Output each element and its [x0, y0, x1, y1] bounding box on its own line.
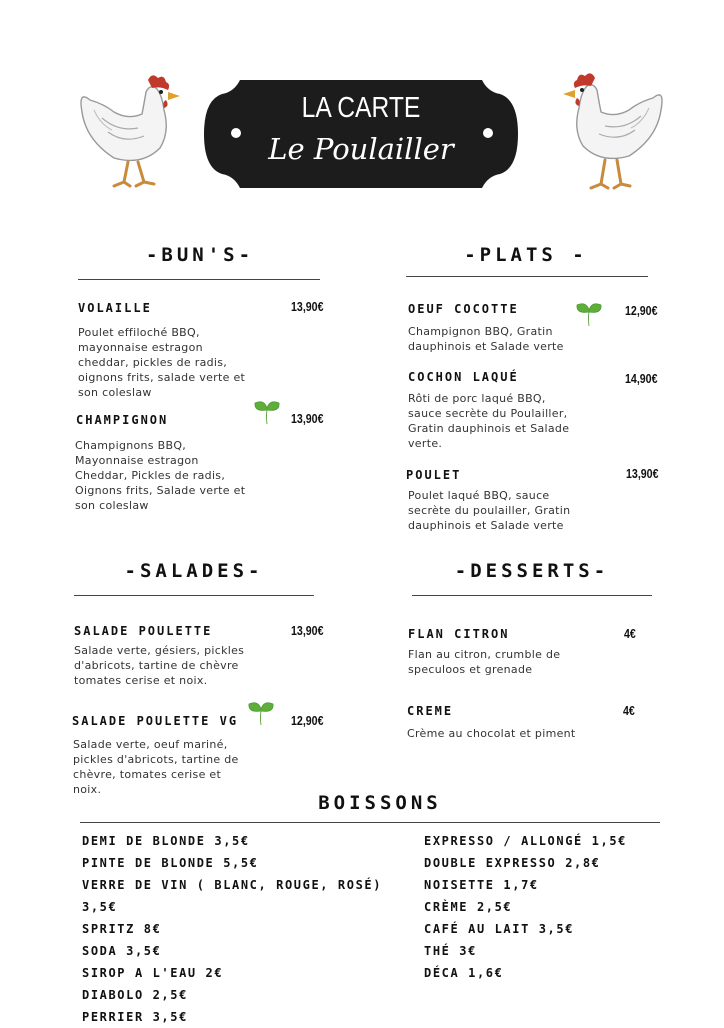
- menu-item-description: Flan au citron, crumble de speculoos et grenade: [408, 648, 561, 676]
- drinks-list-right: [424, 830, 684, 984]
- section-title-desserts: -DESSERTS-: [454, 560, 610, 582]
- list-item: SIROP A L'EAU 2€: [82, 966, 224, 980]
- section-title-boissons: BOISSONS: [318, 792, 442, 814]
- section-title-salades: -SALADES-: [124, 560, 264, 582]
- menu-item-price: 13,90€: [626, 467, 659, 481]
- list-item: NOISETTE 1,7€: [424, 878, 539, 892]
- divider: [412, 595, 652, 596]
- menu-item-name: CHAMPIGNON: [76, 413, 169, 427]
- menu-item-price: 4€: [623, 704, 635, 718]
- menu-item-description: Salade verte, oeuf mariné, pickles d'abricots, tartine de chèvre, tomates cerise et noix.: [73, 738, 239, 796]
- menu-item-name: VOLAILLE: [78, 301, 152, 315]
- page-title: LA CARTE: [301, 92, 421, 124]
- divider: [80, 822, 660, 823]
- divider: [78, 279, 320, 280]
- divider: [74, 595, 314, 596]
- drinks-list-left: [82, 830, 402, 1028]
- menu-item-name: OEUF COCOTTE: [408, 302, 519, 316]
- menu-item-price: 13,90€: [291, 300, 324, 314]
- menu-item-description: Champignons BBQ, Mayonnaise estragon Cheddar, Pickles de radis, Oignons frits, Salade verte et son coleslaw: [75, 439, 246, 512]
- menu-item-price: 13,90€: [291, 412, 324, 426]
- list-item: PERRIER 3,5€: [82, 1010, 188, 1024]
- list-item: EXPRESSO / ALLONGÉ 1,5€: [424, 834, 627, 848]
- menu-item-description: Rôti de porc laqué BBQ, sauce secrète du Poulailler, Gratin dauphinois et Salade verte.: [408, 392, 570, 450]
- menu-item-price: 12,90€: [291, 714, 324, 728]
- vegetarian-leaf-icon: [246, 697, 276, 727]
- menu-item-price: 14,90€: [625, 372, 658, 386]
- menu-item-price: 12,90€: [625, 304, 658, 318]
- menu-item-description: Poulet effiloché BBQ, mayonnaise estragon cheddar, pickles de radis, oignons frits, salade verte et son coleslaw: [78, 326, 246, 399]
- list-item: SODA 3,5€: [82, 944, 162, 958]
- chicken-right-icon: [556, 68, 671, 192]
- divider: [406, 276, 648, 277]
- menu-item-name: POULET: [406, 468, 462, 482]
- page-subtitle: Le Poulailler: [268, 132, 454, 166]
- menu-item-name: COCHON LAQUÉ: [408, 370, 519, 384]
- menu-item-price: 13,90€: [291, 624, 324, 638]
- list-item: DIABOLO 2,5€: [82, 988, 188, 1002]
- list-item: DOUBLE EXPRESSO 2,8€: [424, 856, 601, 870]
- list-item: SPRITZ 8€: [82, 922, 162, 936]
- section-title-buns: -BUN'S-: [145, 244, 255, 266]
- list-item: VERRE DE VIN ( BLANC, ROUGE, ROSÉ) 3,5€: [82, 878, 383, 914]
- list-item: DÉCA 1,6€: [424, 966, 504, 980]
- vegetarian-leaf-icon: [252, 396, 282, 426]
- list-item: CAFÉ AU LAIT 3,5€: [424, 922, 575, 936]
- menu-item-name: SALADE POULETTE VG: [72, 714, 239, 728]
- menu-item-description: Crème au chocolat et piment: [407, 727, 576, 740]
- list-item: DEMI DE BLONDE 3,5€: [82, 834, 250, 848]
- chicken-left-icon: [72, 70, 187, 190]
- menu-item-name: FLAN CITRON: [408, 627, 510, 641]
- menu-item-price: 4€: [624, 627, 636, 641]
- menu-item-description: Poulet laqué BBQ, sauce secrète du poulailler, Gratin dauphinois et Salade verte: [408, 489, 571, 532]
- menu-item-name: CREME: [407, 704, 454, 718]
- list-item: CRÈME 2,5€: [424, 900, 513, 914]
- menu-item-description: Champignon BBQ, Gratin dauphinois et Salade verte: [408, 325, 564, 353]
- menu-item-name: SALADE POULETTE: [74, 624, 213, 638]
- list-item: THÉ 3€: [424, 944, 477, 958]
- section-title-plats: -PLATS -: [464, 244, 588, 266]
- menu-item-description: Salade verte, gésiers, pickles d'abricots, tartine de chèvre tomates cerise et noix.: [74, 644, 245, 687]
- list-item: PINTE DE BLONDE 5,5€: [82, 856, 259, 870]
